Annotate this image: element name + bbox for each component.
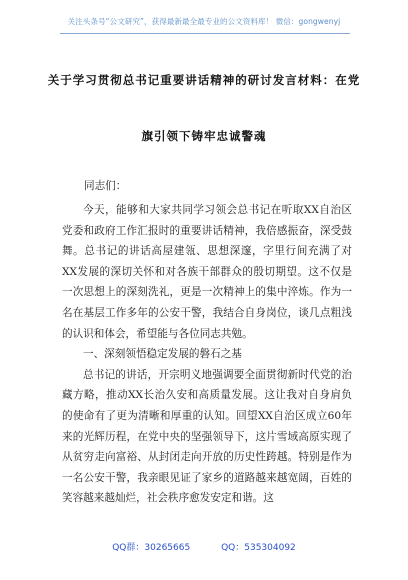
paragraph-intro: 今天，能够和大家共同学习领会总书记在听取XX自治区党委和政府工作汇报时的重要讲话精神，我倍感振奋，深受鼓舞。总书记的讲话高屋建瓴、思想深邃，字里行间充满了对XX发展的深切关怀和对各族干部群众的殷切期望。这不仅是一次思想上的深刻洗礼，更是一次精神上的集中淬炼。作为一名在基层工作多年的公安干警，我结合自身岗位，谈几点粗浅的认识和体会，希望能与各位同志共勉。 — [62, 204, 352, 340]
footer-qq-group: QQ群：30265665 — [112, 543, 191, 553]
document-body — [62, 200, 352, 509]
header-divider — [60, 33, 350, 34]
header-banner: 关注头条号“公文研究”，获得最新最全最专业的公文资料库！ 微信：gongwenyj — [67, 17, 341, 26]
paragraph-section-1: 总书记的讲话，开宗明义地强调要全面贯彻新时代党的治藏方略，推动XX长治久安和高质量发展。这让我对自身肩负的使命有了更为清晰和厚重的认知。回望XX自治区成立60年来的光辉历程，在党中央的坚强领导下，这片雪域高原实现了从贫穷走向富裕、从封闭走向开放的历史性跨越。特别是作为一名公安干警，我亲眼见证了家乡的道路越来越宽阔，百姓的笑容越来越灿烂，社会秩序愈发安定和谐。这 — [62, 368, 352, 505]
greeting: 同志们： — [84, 180, 127, 192]
document-title-line-1: 关于学习贯彻总书记重要讲话精神的研讨发言材料：在党 — [47, 73, 361, 87]
document-title-line-2: 旗引领下铸牢忠诚警魂 — [141, 129, 267, 143]
footer-qq: QQ：535304092 — [221, 543, 296, 553]
section-heading-1: 一、深刻领悟稳定发展的磐石之基 — [83, 348, 242, 361]
footer-contact — [0, 540, 408, 553]
